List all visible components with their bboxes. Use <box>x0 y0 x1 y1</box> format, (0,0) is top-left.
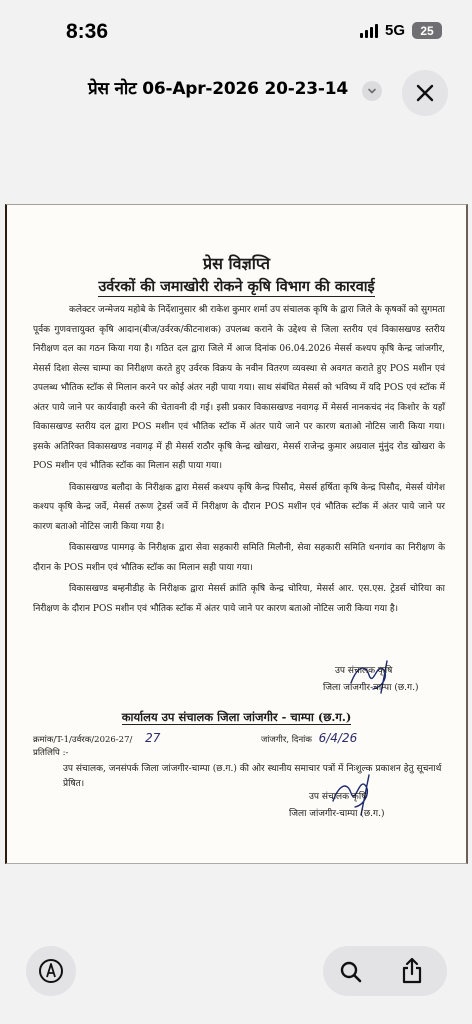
title-bar <box>0 62 472 118</box>
search-icon <box>339 960 363 984</box>
copy-label: प्रतिलिपि :- <box>33 748 69 758</box>
signature-place: जिला जांजगीर-चाम्पा (छ.ग.) <box>289 809 385 819</box>
network-type: 5G <box>384 22 405 39</box>
close-icon <box>415 83 435 103</box>
status-bar <box>0 0 472 64</box>
signature-title: उप संचालक कृषि <box>309 792 367 802</box>
share-button[interactable] <box>395 954 429 988</box>
reference-number: 27 <box>145 731 161 745</box>
paragraph: विकासखण्ड बलौदा के निरीक्षक द्वारा मेसर्स कश्यप कृषि केन्द्र पिसौद, मेसर्स हर्षिता कृषि केन्द्र पिसौद, मेसर्स योगेश कश्यप कृषि केन्द्र जर्वे, मेसर्स तरूण ट्रेडर्स जर्वे में निरीक्षण के दौरान POS मशीन एवं भौतिक स्टॉक में अंतर पाये जाने पर कारण बताओ नोटिस जारी किया गया है। <box>33 482 445 532</box>
document-title[interactable]: प्रेस नोट 06-Apr-2026 20-23-14 <box>88 79 349 99</box>
reference-line <box>33 731 453 745</box>
bottom-toolbar <box>0 928 472 1024</box>
status-time: 8:36 <box>66 20 109 43</box>
office-name: कार्यालय उप संचालक जिला जांजगीर - चाम्पा (छ.ग.) <box>121 710 352 724</box>
scanned-page <box>7 205 466 863</box>
battery-icon <box>412 22 442 39</box>
action-pill <box>323 946 447 996</box>
paragraph: विकासखण्ड बम्हनीडीह के निरीक्षक द्वारा मेसर्स क्रांति कृषि केन्द्र चोरिया, मेसर्स आर. एस.एस. ट्रेडर्स चोरिया का निरीक्षण के दौरान POS मशीन एवं भौतिक स्टॉक में अंतर पाये जाने पर कारण बताओ नोटिस जारी किया गया है। <box>33 584 445 614</box>
markup-pen-icon <box>38 958 64 984</box>
signature-block <box>323 663 418 697</box>
date-value: 6/4/26 <box>318 731 358 745</box>
press-release-subheading: उर्वरकों की जमाखोरी रोकने कृषि विभाग की कारवाई <box>98 278 375 295</box>
title-menu-button[interactable] <box>362 81 382 101</box>
status-indicators <box>360 22 442 39</box>
paragraph: कलेक्टर जन्मेजय महोबे के निर्देशानुसार श्री राकेश कुमार शर्मा उप संचालक कृषि के द्वारा जिले के कृषकों को सुगमता पूर्वक गुणवत्तायुक्त कृषि आदान(बीज/उर्वरक/कीटनाशक) उपलब्ध कराने के उद्देश्य से जिला स्तरीय एवं विकासखण्ड स्तरीय निरीक्षण दल का गठन किया गया है। गठित दल द्वारा जिले में आज दिनांक 06.04.2026 मेसर्स कश्यप कृषि केन्द्र जांजगीर, मेसर्स दिशा सेल्स चाम्पा का निरीक्षण करते हुए उर्वरक विक्रय के नवीन वितरण व्यवस्था से अवगत कराते हुए POS मशीन एवं उपलब्ध भौतिक स्टॉक से मिलान करने पर कोई अंतर नही पाया गया। साथ संबंधित मेसर्स को भविष्य में यदि POS एवं स्टॉक में अंतर पाये जाने पर कार्यवाही करने की चेतावनी दी गई। इसी प्रकार विकासखण्ड नवागढ़ में मेसर्स नानकचंद नंद किशोर के यहाँ विकासखण्ड स्तरीय दल द्वारा POS मशीन एवं भौतिक स्टॉक में अंतर पाये जाने पर कारण बताओ नोटिस जारी किया गया। इसके अतिरिक्त विकासखण्ड नवागढ़ में ही मेसर्स राठौर कृषि केन्द्र खोखरा, मेसर्स राजेन्द्र कुमार अग्रवाल मुंनुंद रोड खोखरा के POS मशीन एवं भौतिक स्टॉक का मिलान सही पाया गया। <box>33 305 445 471</box>
reference-prefix: क्रमांक/T-1/उर्वरक/2026-27/ <box>33 735 133 745</box>
battery-level: 25 <box>420 23 434 38</box>
press-release-heading: प्रेस विज्ञप्ति <box>203 254 270 273</box>
signature-title: उप संचालक कृषि <box>335 666 393 676</box>
signature-block <box>289 789 384 823</box>
search-button[interactable] <box>335 956 367 988</box>
date-prefix: जांजगीर, दिनांक <box>261 735 312 745</box>
markup-button[interactable] <box>26 946 76 996</box>
share-icon <box>400 957 424 985</box>
paragraph: विकासखण्ड पामगढ़ के निरीक्षक द्वारा सेवा सहकारी समिति मिलौनी, सेवा सहकारी समिति धनगांव का निरीक्षण के दौरान के POS मशीन एवं भौतिक स्टॉक का मिलान सही पाया गया। <box>33 543 445 573</box>
signature-place: जिला जांजगीर-चाम्पा (छ.ग.) <box>323 683 419 693</box>
press-release-body <box>33 301 445 621</box>
copy-text: उप संचालक, जनसंपर्क जिला जांजगीर-चाम्पा (छ.ग.) की ओर स्थानीय समाचार पत्रों में निःशुल्क प्रकाशन हेतु सूचनार्थ प्रेषित। <box>63 764 442 789</box>
close-button[interactable] <box>402 70 448 116</box>
chevron-down-icon <box>367 86 377 96</box>
document-preview[interactable] <box>5 204 468 864</box>
signal-icon <box>360 23 378 38</box>
